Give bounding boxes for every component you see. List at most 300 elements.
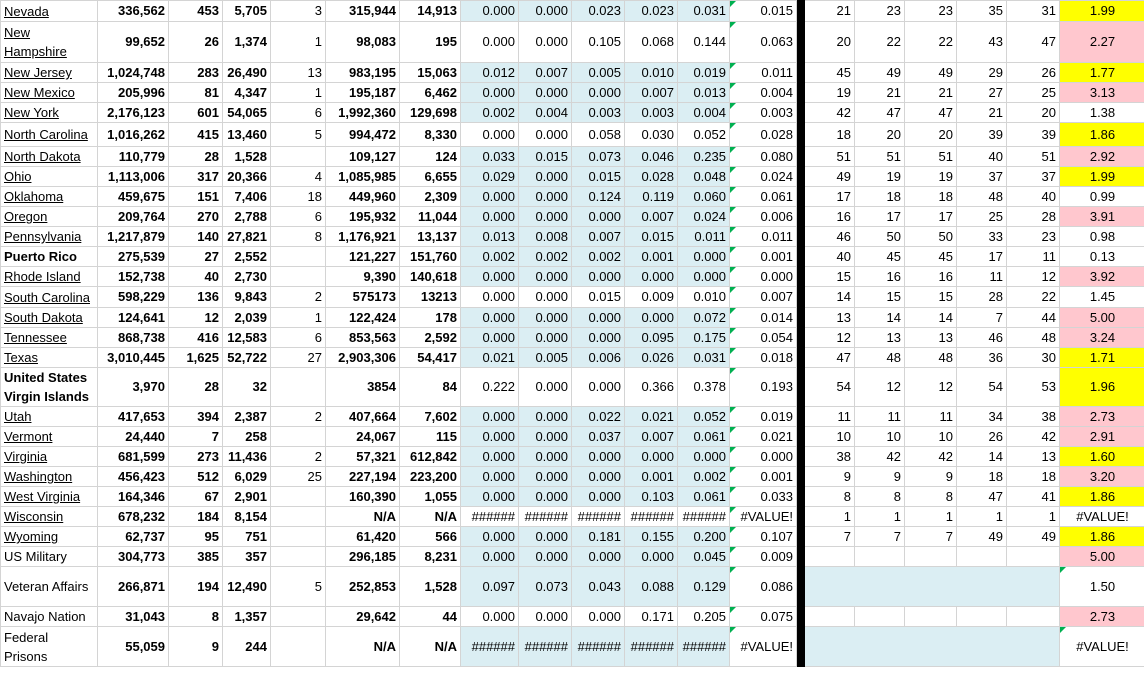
deaths-cell[interactable]	[223, 123, 271, 147]
rank-3-cell[interactable]	[905, 487, 957, 507]
rank-4-cell[interactable]	[957, 407, 1007, 427]
rank-3-cell[interactable]	[905, 1, 957, 22]
row-label-cell[interactable]	[1, 287, 98, 308]
ratio-5-cell[interactable]	[678, 607, 730, 627]
score-cell[interactable]	[730, 427, 797, 447]
small-count-cell[interactable]	[271, 22, 326, 63]
rank-4-cell[interactable]	[957, 187, 1007, 207]
ratio-1-cell[interactable]	[461, 247, 519, 267]
count-cell[interactable]	[169, 348, 223, 368]
ratio-4-cell[interactable]	[625, 427, 678, 447]
rank-1-cell[interactable]	[805, 1, 855, 22]
rating-cell[interactable]	[1060, 187, 1144, 207]
rank-3-cell[interactable]	[905, 368, 957, 407]
rank-4-cell[interactable]	[957, 607, 1007, 627]
rank-1-cell[interactable]	[805, 267, 855, 287]
deaths-cell[interactable]	[223, 328, 271, 348]
rank-5-cell[interactable]	[1007, 1, 1060, 22]
row-label-cell[interactable]	[1, 607, 98, 627]
rank-3-cell[interactable]	[905, 83, 957, 103]
rank-1-cell[interactable]	[805, 507, 855, 527]
recovered-cell[interactable]	[326, 567, 400, 607]
rank-2-cell[interactable]	[855, 187, 905, 207]
ratio-4-cell[interactable]	[625, 547, 678, 567]
ratio-3-cell[interactable]	[572, 348, 625, 368]
ratio-1-cell[interactable]	[461, 328, 519, 348]
row-label-link[interactable]: Rhode Island	[4, 269, 81, 284]
total-cases-cell[interactable]	[98, 207, 169, 227]
row-label-cell[interactable]	[1, 447, 98, 467]
rank-3-cell[interactable]	[905, 103, 957, 123]
small-count-cell[interactable]	[271, 1, 326, 22]
rating-cell[interactable]	[1060, 247, 1144, 267]
count-cell[interactable]	[169, 187, 223, 207]
count-cell[interactable]	[169, 83, 223, 103]
score-cell[interactable]	[730, 487, 797, 507]
rank-1-cell[interactable]	[805, 547, 855, 567]
recovered-cell[interactable]	[326, 267, 400, 287]
rank-2-cell[interactable]	[855, 507, 905, 527]
deaths-cell[interactable]	[223, 103, 271, 123]
rank-4-cell[interactable]	[957, 527, 1007, 547]
active-cell[interactable]	[400, 607, 461, 627]
ratio-4-cell[interactable]	[625, 207, 678, 227]
rank-4-cell[interactable]	[957, 83, 1007, 103]
rank-4-cell[interactable]	[957, 103, 1007, 123]
recovered-cell[interactable]	[326, 123, 400, 147]
rating-cell[interactable]	[1060, 447, 1144, 467]
ratio-4-cell[interactable]	[625, 247, 678, 267]
rank-4-cell[interactable]	[957, 368, 1007, 407]
small-count-cell[interactable]	[271, 103, 326, 123]
ratio-1-cell[interactable]	[461, 467, 519, 487]
ratio-1-cell[interactable]	[461, 627, 519, 667]
recovered-cell[interactable]	[326, 22, 400, 63]
small-count-cell[interactable]	[271, 607, 326, 627]
deaths-cell[interactable]	[223, 467, 271, 487]
total-cases-cell[interactable]	[98, 63, 169, 83]
active-cell[interactable]	[400, 427, 461, 447]
rank-5-cell[interactable]	[1007, 207, 1060, 227]
ratio-4-cell[interactable]	[625, 63, 678, 83]
ratio-3-cell[interactable]	[572, 627, 625, 667]
deaths-cell[interactable]	[223, 427, 271, 447]
count-cell[interactable]	[169, 447, 223, 467]
rank-3-cell[interactable]	[905, 247, 957, 267]
ratio-5-cell[interactable]	[678, 147, 730, 167]
rating-cell[interactable]	[1060, 287, 1144, 308]
rank-3-cell[interactable]	[905, 22, 957, 63]
total-cases-cell[interactable]	[98, 22, 169, 63]
rank-2-cell[interactable]	[855, 22, 905, 63]
row-label-cell[interactable]	[1, 527, 98, 547]
rank-3-cell[interactable]	[905, 167, 957, 187]
ratio-4-cell[interactable]	[625, 467, 678, 487]
rank-2-cell[interactable]	[855, 407, 905, 427]
rank-3-cell[interactable]	[905, 147, 957, 167]
deaths-cell[interactable]	[223, 1, 271, 22]
rank-4-cell[interactable]	[957, 287, 1007, 308]
recovered-cell[interactable]	[326, 547, 400, 567]
rating-cell[interactable]	[1060, 427, 1144, 447]
small-count-cell[interactable]	[271, 227, 326, 247]
ratio-4-cell[interactable]	[625, 368, 678, 407]
rank-4-cell[interactable]	[957, 467, 1007, 487]
ratio-3-cell[interactable]	[572, 507, 625, 527]
small-count-cell[interactable]	[271, 147, 326, 167]
rank-2-cell[interactable]	[855, 207, 905, 227]
deaths-cell[interactable]	[223, 83, 271, 103]
rank-5-cell[interactable]	[1007, 187, 1060, 207]
ratio-4-cell[interactable]	[625, 267, 678, 287]
ratio-4-cell[interactable]	[625, 567, 678, 607]
ratio-2-cell[interactable]	[519, 207, 572, 227]
ratio-1-cell[interactable]	[461, 267, 519, 287]
score-cell[interactable]	[730, 22, 797, 63]
rating-cell[interactable]	[1060, 123, 1144, 147]
score-cell[interactable]	[730, 348, 797, 368]
rank-4-cell[interactable]	[957, 63, 1007, 83]
ratio-3-cell[interactable]	[572, 123, 625, 147]
rank-5-cell[interactable]	[1007, 368, 1060, 407]
ratio-2-cell[interactable]	[519, 227, 572, 247]
count-cell[interactable]	[169, 22, 223, 63]
rank-3-cell[interactable]	[905, 527, 957, 547]
row-label-link[interactable]: North Dakota	[4, 149, 81, 164]
ratio-3-cell[interactable]	[572, 103, 625, 123]
ratio-3-cell[interactable]	[572, 308, 625, 328]
ratio-4-cell[interactable]	[625, 348, 678, 368]
ratio-2-cell[interactable]	[519, 407, 572, 427]
ratio-2-cell[interactable]	[519, 83, 572, 103]
row-label-cell[interactable]	[1, 167, 98, 187]
score-cell[interactable]	[730, 368, 797, 407]
rank-1-cell[interactable]	[805, 207, 855, 227]
recovered-cell[interactable]	[326, 103, 400, 123]
deaths-cell[interactable]	[223, 368, 271, 407]
rank-1-cell[interactable]	[805, 167, 855, 187]
total-cases-cell[interactable]	[98, 1, 169, 22]
rank-4-cell[interactable]	[957, 447, 1007, 467]
recovered-cell[interactable]	[326, 247, 400, 267]
ratio-5-cell[interactable]	[678, 227, 730, 247]
rank-5-cell[interactable]	[1007, 83, 1060, 103]
row-label-link[interactable]: Tennessee	[4, 330, 67, 345]
row-label-link[interactable]: Washington	[4, 469, 73, 484]
deaths-cell[interactable]	[223, 507, 271, 527]
small-count-cell[interactable]	[271, 348, 326, 368]
active-cell[interactable]	[400, 447, 461, 467]
row-label-link[interactable]: New Jersey	[4, 65, 72, 80]
ratio-5-cell[interactable]	[678, 267, 730, 287]
ratio-2-cell[interactable]	[519, 147, 572, 167]
ratio-3-cell[interactable]	[572, 467, 625, 487]
rank-1-cell[interactable]	[805, 123, 855, 147]
rank-5-cell[interactable]	[1007, 247, 1060, 267]
rank-1-cell[interactable]	[805, 308, 855, 328]
rank-3-cell[interactable]	[905, 187, 957, 207]
row-label-cell[interactable]	[1, 487, 98, 507]
recovered-cell[interactable]	[326, 487, 400, 507]
ratio-1-cell[interactable]	[461, 63, 519, 83]
ratio-2-cell[interactable]	[519, 22, 572, 63]
deaths-cell[interactable]	[223, 527, 271, 547]
ratio-3-cell[interactable]	[572, 547, 625, 567]
rank-5-cell[interactable]	[1007, 308, 1060, 328]
rank-5-cell[interactable]	[1007, 447, 1060, 467]
ratio-2-cell[interactable]	[519, 607, 572, 627]
deaths-cell[interactable]	[223, 627, 271, 667]
count-cell[interactable]	[169, 507, 223, 527]
ratio-3-cell[interactable]	[572, 368, 625, 407]
rank-2-cell[interactable]	[855, 287, 905, 308]
rank-2-cell[interactable]	[855, 227, 905, 247]
score-cell[interactable]	[730, 328, 797, 348]
rank-4-cell[interactable]	[957, 147, 1007, 167]
rank-5-cell[interactable]	[1007, 527, 1060, 547]
score-cell[interactable]	[730, 527, 797, 547]
rank-4-cell[interactable]	[957, 507, 1007, 527]
ratio-2-cell[interactable]	[519, 103, 572, 123]
small-count-cell[interactable]	[271, 527, 326, 547]
ratio-5-cell[interactable]	[678, 207, 730, 227]
score-cell[interactable]	[730, 187, 797, 207]
deaths-cell[interactable]	[223, 247, 271, 267]
count-cell[interactable]	[169, 607, 223, 627]
rank-4-cell[interactable]	[957, 547, 1007, 567]
ratio-2-cell[interactable]	[519, 1, 572, 22]
active-cell[interactable]	[400, 308, 461, 328]
ratio-4-cell[interactable]	[625, 407, 678, 427]
active-cell[interactable]	[400, 227, 461, 247]
rank-3-cell[interactable]	[905, 407, 957, 427]
active-cell[interactable]	[400, 567, 461, 607]
rank-3-cell[interactable]	[905, 267, 957, 287]
ratio-5-cell[interactable]	[678, 467, 730, 487]
ratio-4-cell[interactable]	[625, 167, 678, 187]
rating-cell[interactable]	[1060, 103, 1144, 123]
recovered-cell[interactable]	[326, 368, 400, 407]
rank-3-cell[interactable]	[905, 63, 957, 83]
rank-1-cell[interactable]	[805, 247, 855, 267]
total-cases-cell[interactable]	[98, 308, 169, 328]
score-cell[interactable]	[730, 167, 797, 187]
rank-2-cell[interactable]	[855, 607, 905, 627]
small-count-cell[interactable]	[271, 63, 326, 83]
rank-2-cell[interactable]	[855, 487, 905, 507]
deaths-cell[interactable]	[223, 348, 271, 368]
rank-1-cell[interactable]	[805, 22, 855, 63]
deaths-cell[interactable]	[223, 547, 271, 567]
rank-5-cell[interactable]	[1007, 427, 1060, 447]
row-label-cell[interactable]	[1, 103, 98, 123]
rank-2-cell[interactable]	[855, 547, 905, 567]
total-cases-cell[interactable]	[98, 607, 169, 627]
recovered-cell[interactable]	[326, 507, 400, 527]
score-cell[interactable]	[730, 547, 797, 567]
recovered-cell[interactable]	[326, 348, 400, 368]
row-label-cell[interactable]	[1, 368, 98, 407]
small-count-cell[interactable]	[271, 407, 326, 427]
ratio-2-cell[interactable]	[519, 447, 572, 467]
rank-1-cell[interactable]	[805, 83, 855, 103]
rank-5-cell[interactable]	[1007, 147, 1060, 167]
count-cell[interactable]	[169, 123, 223, 147]
recovered-cell[interactable]	[326, 427, 400, 447]
ratio-4-cell[interactable]	[625, 187, 678, 207]
ratio-3-cell[interactable]	[572, 607, 625, 627]
row-label-link[interactable]: Vermont	[4, 429, 53, 444]
ratio-3-cell[interactable]	[572, 187, 625, 207]
rank-5-cell[interactable]	[1007, 22, 1060, 63]
rank-5-cell[interactable]	[1007, 267, 1060, 287]
rank-5-cell[interactable]	[1007, 287, 1060, 308]
ratio-1-cell[interactable]	[461, 547, 519, 567]
rating-cell[interactable]	[1060, 407, 1144, 427]
ratio-1-cell[interactable]	[461, 187, 519, 207]
score-cell[interactable]	[730, 147, 797, 167]
rating-cell[interactable]	[1060, 22, 1144, 63]
score-cell[interactable]	[730, 1, 797, 22]
recovered-cell[interactable]	[326, 407, 400, 427]
rating-cell[interactable]	[1060, 167, 1144, 187]
rank-3-cell[interactable]	[905, 308, 957, 328]
ratio-5-cell[interactable]	[678, 308, 730, 328]
rank-1-cell[interactable]	[805, 103, 855, 123]
row-label-cell[interactable]	[1, 147, 98, 167]
ratio-5-cell[interactable]	[678, 167, 730, 187]
row-label-link[interactable]: Utah	[4, 409, 32, 424]
ratio-1-cell[interactable]	[461, 103, 519, 123]
score-cell[interactable]	[730, 83, 797, 103]
rank-4-cell[interactable]	[957, 123, 1007, 147]
ratio-5-cell[interactable]	[678, 103, 730, 123]
small-count-cell[interactable]	[271, 247, 326, 267]
ratio-3-cell[interactable]	[572, 267, 625, 287]
ratio-1-cell[interactable]	[461, 1, 519, 22]
recovered-cell[interactable]	[326, 467, 400, 487]
deaths-cell[interactable]	[223, 147, 271, 167]
row-label-cell[interactable]	[1, 328, 98, 348]
rank-5-cell[interactable]	[1007, 507, 1060, 527]
deaths-cell[interactable]	[223, 227, 271, 247]
small-count-cell[interactable]	[271, 287, 326, 308]
score-cell[interactable]	[730, 287, 797, 308]
row-label-cell[interactable]	[1, 308, 98, 328]
rank-2-cell[interactable]	[855, 83, 905, 103]
ratio-1-cell[interactable]	[461, 287, 519, 308]
row-label-cell[interactable]	[1, 83, 98, 103]
deaths-cell[interactable]	[223, 187, 271, 207]
ratio-2-cell[interactable]	[519, 467, 572, 487]
rating-cell[interactable]	[1060, 63, 1144, 83]
rank-4-cell[interactable]	[957, 487, 1007, 507]
active-cell[interactable]	[400, 22, 461, 63]
ratio-4-cell[interactable]	[625, 328, 678, 348]
score-cell[interactable]	[730, 103, 797, 123]
rank-4-cell[interactable]	[957, 167, 1007, 187]
small-count-cell[interactable]	[271, 267, 326, 287]
ratio-4-cell[interactable]	[625, 22, 678, 63]
row-label-cell[interactable]	[1, 63, 98, 83]
ratio-5-cell[interactable]	[678, 1, 730, 22]
total-cases-cell[interactable]	[98, 167, 169, 187]
ratio-4-cell[interactable]	[625, 447, 678, 467]
ratio-2-cell[interactable]	[519, 487, 572, 507]
rating-cell[interactable]	[1060, 267, 1144, 287]
ratio-4-cell[interactable]	[625, 627, 678, 667]
ratio-3-cell[interactable]	[572, 1, 625, 22]
score-cell[interactable]	[730, 567, 797, 607]
ratio-1-cell[interactable]	[461, 207, 519, 227]
active-cell[interactable]	[400, 507, 461, 527]
rank-3-cell[interactable]	[905, 123, 957, 147]
row-label-link[interactable]: Oregon	[4, 209, 48, 224]
rank-1-cell[interactable]	[805, 607, 855, 627]
ratio-1-cell[interactable]	[461, 527, 519, 547]
rank-1-cell[interactable]	[805, 348, 855, 368]
rank-2-cell[interactable]	[855, 308, 905, 328]
rank-4-cell[interactable]	[957, 227, 1007, 247]
rank-5-cell[interactable]	[1007, 227, 1060, 247]
total-cases-cell[interactable]	[98, 227, 169, 247]
rank-3-cell[interactable]	[905, 507, 957, 527]
total-cases-cell[interactable]	[98, 328, 169, 348]
ratio-5-cell[interactable]	[678, 123, 730, 147]
small-count-cell[interactable]	[271, 83, 326, 103]
row-label-cell[interactable]	[1, 427, 98, 447]
small-count-cell[interactable]	[271, 547, 326, 567]
rank-1-cell[interactable]	[805, 147, 855, 167]
recovered-cell[interactable]	[326, 147, 400, 167]
rank-3-cell[interactable]	[905, 607, 957, 627]
ratio-2-cell[interactable]	[519, 547, 572, 567]
rank-5-cell[interactable]	[1007, 123, 1060, 147]
deaths-cell[interactable]	[223, 207, 271, 227]
ratio-3-cell[interactable]	[572, 83, 625, 103]
row-label-cell[interactable]	[1, 348, 98, 368]
score-cell[interactable]	[730, 407, 797, 427]
ratio-4-cell[interactable]	[625, 308, 678, 328]
recovered-cell[interactable]	[326, 167, 400, 187]
rank-3-cell[interactable]	[905, 467, 957, 487]
active-cell[interactable]	[400, 368, 461, 407]
ratio-3-cell[interactable]	[572, 328, 625, 348]
row-label-link[interactable]: Texas	[4, 350, 38, 365]
small-count-cell[interactable]	[271, 507, 326, 527]
rank-2-cell[interactable]	[855, 63, 905, 83]
active-cell[interactable]	[400, 627, 461, 667]
count-cell[interactable]	[169, 527, 223, 547]
deaths-cell[interactable]	[223, 487, 271, 507]
active-cell[interactable]	[400, 467, 461, 487]
small-count-cell[interactable]	[271, 308, 326, 328]
ratio-5-cell[interactable]	[678, 627, 730, 667]
rank-2-cell[interactable]	[855, 527, 905, 547]
ratio-2-cell[interactable]	[519, 63, 572, 83]
rank-2-cell[interactable]	[855, 368, 905, 407]
total-cases-cell[interactable]	[98, 147, 169, 167]
deaths-cell[interactable]	[223, 63, 271, 83]
total-cases-cell[interactable]	[98, 368, 169, 407]
row-label-link[interactable]: Wyoming	[4, 529, 59, 544]
rank-5-cell[interactable]	[1007, 467, 1060, 487]
ratio-3-cell[interactable]	[572, 567, 625, 607]
ratio-4-cell[interactable]	[625, 123, 678, 147]
ratio-2-cell[interactable]	[519, 287, 572, 308]
row-label-link[interactable]: New York	[4, 105, 59, 120]
small-count-cell[interactable]	[271, 328, 326, 348]
